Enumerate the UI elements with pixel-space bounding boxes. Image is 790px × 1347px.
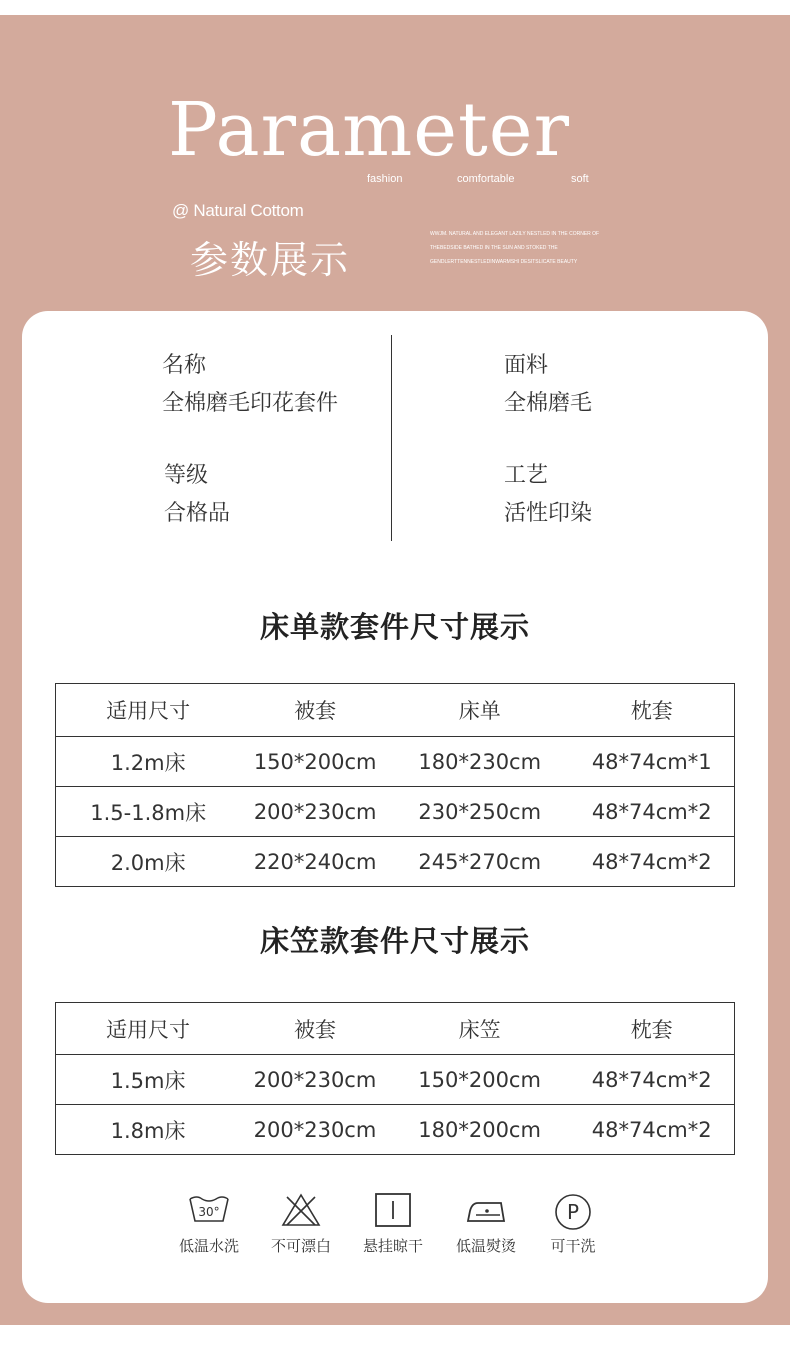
param-value: 活性印染 bbox=[504, 501, 593, 526]
table-cell: 245*270cm bbox=[390, 837, 569, 887]
table-row bbox=[56, 737, 735, 787]
table-cell: 48*74cm*2 bbox=[569, 787, 734, 837]
care-item bbox=[531, 1193, 615, 1256]
content-card bbox=[22, 311, 768, 1303]
param-label: 名称 bbox=[162, 353, 207, 378]
table-header-cell: 被套 bbox=[240, 1003, 390, 1055]
table-cell: 180*200cm bbox=[390, 1105, 570, 1155]
table-row bbox=[56, 1105, 735, 1155]
section-title-fitted: 床笠款套件尺寸展示 bbox=[259, 924, 530, 958]
care-label: 低温熨烫 bbox=[455, 1237, 516, 1255]
care-item bbox=[167, 1193, 251, 1256]
table-cell: 180*230cm bbox=[390, 737, 569, 787]
brand-label: @ Natural Cottom bbox=[172, 201, 304, 220]
table-row bbox=[56, 837, 735, 887]
table-cell: 1.2m床 bbox=[56, 737, 241, 787]
wash-30-icon bbox=[187, 1193, 231, 1227]
table-cell: 1.8m床 bbox=[56, 1105, 241, 1155]
param-grade bbox=[164, 457, 230, 533]
table-cell: 150*200cm bbox=[240, 737, 390, 787]
table-cell: 48*74cm*2 bbox=[569, 837, 734, 887]
section-title-sheet: 床单款套件尺寸展示 bbox=[259, 610, 530, 644]
care-label: 悬挂晾干 bbox=[362, 1237, 423, 1255]
table-header-cell: 床笠 bbox=[390, 1003, 570, 1055]
care-label: 可干洗 bbox=[550, 1237, 596, 1255]
param-value: 全棉磨毛 bbox=[504, 391, 593, 416]
param-value: 合格品 bbox=[164, 501, 231, 526]
table-header-cell: 适用尺寸 bbox=[56, 684, 241, 737]
tag-soft: soft bbox=[571, 173, 589, 185]
title-english: Parameter bbox=[168, 87, 570, 173]
decorative-small-text bbox=[430, 227, 630, 269]
table-cell: 220*240cm bbox=[240, 837, 390, 887]
param-label: 等级 bbox=[164, 463, 209, 488]
dry-clean-symbol: P bbox=[566, 1200, 580, 1224]
care-item bbox=[444, 1193, 528, 1256]
table-header-row bbox=[56, 1003, 735, 1055]
small-text-line: THEBEDSIDE BATHED IN THE SUN AND STOKED THE bbox=[430, 245, 558, 251]
param-label: 面料 bbox=[504, 353, 549, 378]
tag-comfortable: comfortable bbox=[457, 173, 515, 185]
param-value: 全棉磨毛印花套件 bbox=[162, 391, 339, 416]
table-cell: 200*230cm bbox=[240, 1055, 390, 1105]
table-header-cell: 枕套 bbox=[569, 1003, 734, 1055]
table-header-cell: 枕套 bbox=[569, 684, 734, 737]
table-row bbox=[56, 787, 735, 837]
table-row bbox=[56, 1055, 735, 1105]
table-cell: 1.5m床 bbox=[56, 1055, 241, 1105]
small-text-line: GENDLERTTENNESTLEDINWARMSHI DESITSLICATE BEAUTY bbox=[430, 259, 578, 265]
table-cell: 48*74cm*2 bbox=[569, 1055, 734, 1105]
table-header-cell: 适用尺寸 bbox=[56, 1003, 241, 1055]
size-table-fitted bbox=[55, 1002, 735, 1155]
table-cell: 48*74cm*2 bbox=[569, 1105, 734, 1155]
wash-temp: 30° bbox=[198, 1205, 220, 1219]
hang-dry-icon bbox=[371, 1193, 415, 1227]
param-craft bbox=[504, 457, 592, 533]
small-text-line: WWJM. NATURAL AND ELEGANT LAZILY NESTLED IN THE CORNER OF bbox=[430, 231, 600, 237]
header-panel bbox=[0, 15, 790, 1325]
table-cell: 200*230cm bbox=[240, 787, 390, 837]
table-cell: 230*250cm bbox=[390, 787, 569, 837]
param-fabric bbox=[504, 347, 592, 423]
no-bleach-icon bbox=[279, 1193, 323, 1227]
tag-fashion: fashion bbox=[367, 173, 403, 185]
table-header-row bbox=[56, 684, 735, 737]
vertical-divider bbox=[391, 335, 392, 541]
care-item bbox=[259, 1193, 343, 1256]
table-cell: 1.5-1.8m床 bbox=[56, 787, 241, 837]
param-name bbox=[162, 347, 338, 423]
title-chinese: 参数展示 bbox=[190, 238, 351, 282]
iron-low-icon bbox=[464, 1193, 508, 1227]
size-table-sheet bbox=[55, 683, 735, 887]
param-label: 工艺 bbox=[504, 463, 549, 488]
care-item bbox=[351, 1193, 435, 1256]
table-header-cell: 被套 bbox=[240, 684, 390, 737]
table-header-cell: 床单 bbox=[390, 684, 569, 737]
table-cell: 2.0m床 bbox=[56, 837, 241, 887]
table-cell: 200*230cm bbox=[240, 1105, 390, 1155]
care-label: 不可漂白 bbox=[270, 1237, 331, 1255]
care-label: 低温水洗 bbox=[178, 1237, 239, 1255]
table-cell: 48*74cm*1 bbox=[569, 737, 734, 787]
dry-clean-icon bbox=[551, 1193, 595, 1231]
table-cell: 150*200cm bbox=[390, 1055, 570, 1105]
